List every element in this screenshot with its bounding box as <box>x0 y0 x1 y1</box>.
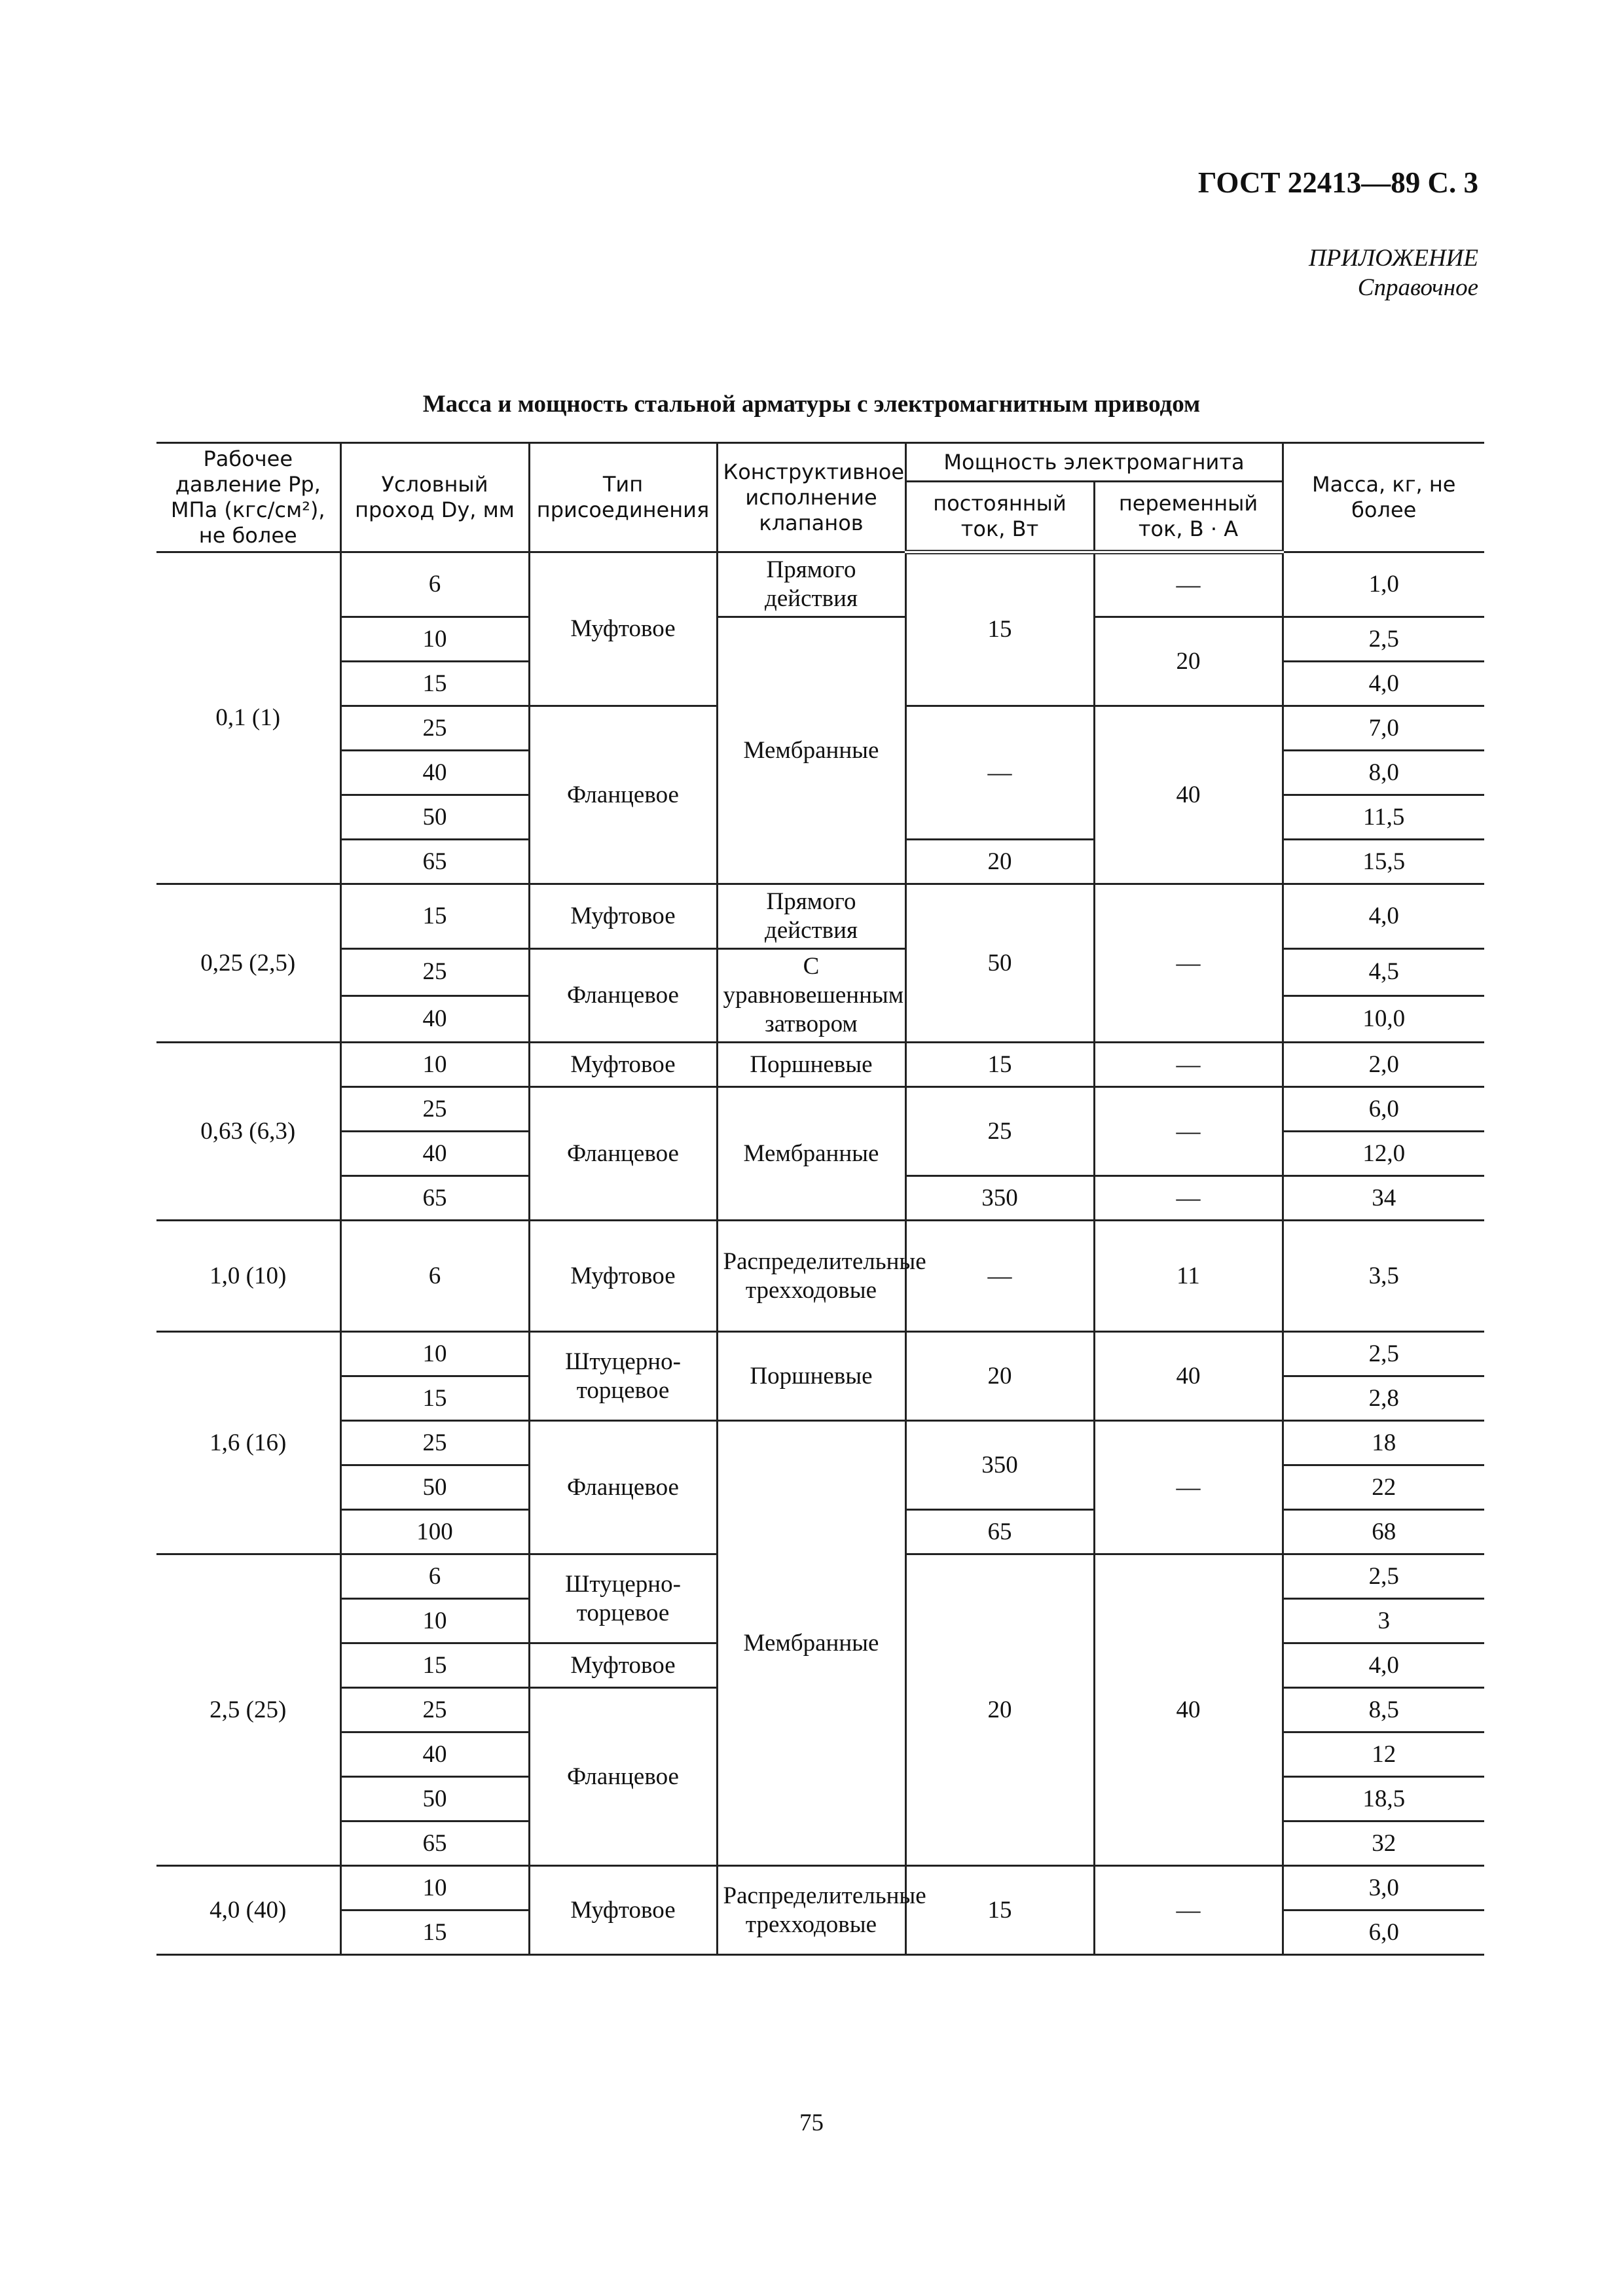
pressure-cell: 1,0 (10) <box>156 1221 340 1332</box>
mass-cell: 34 <box>1283 1176 1484 1221</box>
table-title: Масса и мощность стальной арматуры с электромагнитным приводом <box>422 391 1201 418</box>
ac-power-cell: — <box>1094 1087 1283 1176</box>
connection-cell: Фланцевое <box>529 1087 717 1221</box>
appendix-title: ПРИЛОЖЕНИЕ <box>1309 245 1478 272</box>
mass-cell: 32 <box>1283 1821 1484 1866</box>
mass-cell: 15,5 <box>1283 840 1484 884</box>
mass-cell: 7,0 <box>1283 706 1484 751</box>
header-row <box>156 443 1484 482</box>
design-cell: Мембранные <box>717 1087 905 1221</box>
ac-power-cell: 40 <box>1094 1554 1283 1866</box>
diameter-cell: 40 <box>340 751 529 795</box>
diameter-cell: 15 <box>340 662 529 706</box>
design-cell: Мембранные <box>717 1421 905 1866</box>
ac-power-cell: — <box>1094 552 1283 617</box>
diameter-cell: 100 <box>340 1510 529 1554</box>
pressure-cell: 0,25 (2,5) <box>156 884 340 1043</box>
diameter-cell: 10 <box>340 1043 529 1087</box>
connection-cell: Муфтовое <box>529 1866 717 1955</box>
mass-cell: 2,8 <box>1283 1376 1484 1421</box>
dc-power-cell: 350 <box>905 1421 1094 1510</box>
diameter-cell: 25 <box>340 949 529 996</box>
pressure-cell: 2,5 (25) <box>156 1554 340 1866</box>
mass-cell: 11,5 <box>1283 795 1484 840</box>
mass-cell: 6,0 <box>1283 1910 1484 1955</box>
connection-cell: Муфтовое <box>529 1643 717 1688</box>
diameter-cell: 6 <box>340 552 529 617</box>
ac-power-cell: — <box>1094 1043 1283 1087</box>
ac-power-cell: — <box>1094 884 1283 1043</box>
design-cell: Мембранные <box>717 617 905 884</box>
diameter-cell: 10 <box>340 617 529 662</box>
dc-power-cell: 15 <box>905 1043 1094 1087</box>
design-cell: Поршневые <box>717 1332 905 1421</box>
pressure-cell: 0,1 (1) <box>156 552 340 884</box>
dc-power-cell: 50 <box>905 884 1094 1043</box>
table-row <box>156 1332 1484 1376</box>
mass-cell: 18 <box>1283 1421 1484 1465</box>
diameter-cell: 6 <box>340 1221 529 1332</box>
header-dc: постоянный ток, Вт <box>905 482 1094 552</box>
header-mass: Масса, кг, не более <box>1283 443 1484 552</box>
design-cell: Прямого действия <box>717 552 905 617</box>
page-number: 75 <box>799 2109 824 2136</box>
table-row <box>156 617 1484 662</box>
diameter-cell: 40 <box>340 996 529 1043</box>
diameter-cell: 65 <box>340 840 529 884</box>
connection-cell: Фланцевое <box>529 706 717 884</box>
connection-cell: Муфтовое <box>529 552 717 706</box>
mass-cell: 2,5 <box>1283 1554 1484 1599</box>
diameter-cell: 25 <box>340 1421 529 1465</box>
mass-cell: 4,0 <box>1283 1643 1484 1688</box>
table-row <box>156 1866 1484 1910</box>
diameter-cell: 50 <box>340 1777 529 1821</box>
dc-power-cell: 350 <box>905 1176 1094 1221</box>
header-ac: переменный ток, В · А <box>1094 482 1283 552</box>
dc-power-cell: 65 <box>905 1510 1094 1554</box>
mass-cell: 2,5 <box>1283 617 1484 662</box>
header-pressure: Рабочее давление Pр, МПа (кгс/см²), не более <box>156 443 340 552</box>
dc-power-cell: — <box>905 706 1094 840</box>
diameter-cell: 15 <box>340 1910 529 1955</box>
table-row <box>156 1421 1484 1465</box>
connection-cell: Штуцерно-торцевое <box>529 1554 717 1643</box>
mass-cell: 4,5 <box>1283 949 1484 996</box>
design-cell: Распределительные трехходовые <box>717 1221 905 1332</box>
ac-power-cell: 20 <box>1094 617 1283 706</box>
design-cell: Прямого действия <box>717 884 905 949</box>
mass-cell: 1,0 <box>1283 552 1484 617</box>
pressure-cell: 1,6 (16) <box>156 1332 340 1554</box>
mass-cell: 12 <box>1283 1732 1484 1777</box>
appendix-kind: Справочное <box>1357 274 1478 301</box>
diameter-cell: 15 <box>340 1643 529 1688</box>
design-cell: Распределительные трехходовые <box>717 1866 905 1955</box>
mass-cell: 6,0 <box>1283 1087 1484 1132</box>
specs-table <box>156 442 1484 1956</box>
connection-cell: Штуцерно-торцевое <box>529 1332 717 1421</box>
diameter-cell: 10 <box>340 1332 529 1376</box>
diameter-cell: 50 <box>340 795 529 840</box>
dc-power-cell: 20 <box>905 840 1094 884</box>
mass-cell: 8,5 <box>1283 1688 1484 1732</box>
connection-cell: Фланцевое <box>529 1688 717 1866</box>
connection-cell: Фланцевое <box>529 949 717 1043</box>
mass-cell: 12,0 <box>1283 1132 1484 1176</box>
diameter-cell: 65 <box>340 1176 529 1221</box>
dc-power-cell: 20 <box>905 1332 1094 1421</box>
ac-power-cell: 40 <box>1094 706 1283 884</box>
table-row <box>156 1221 1484 1332</box>
diameter-cell: 50 <box>340 1465 529 1510</box>
design-cell: Поршневые <box>717 1043 905 1087</box>
diameter-cell: 25 <box>340 706 529 751</box>
dc-power-cell: 20 <box>905 1554 1094 1866</box>
ac-power-cell: 40 <box>1094 1332 1283 1421</box>
header-design: Конструктивное исполнение клапанов <box>717 443 905 552</box>
header-connection: Тип присоединения <box>529 443 717 552</box>
mass-cell: 4,0 <box>1283 662 1484 706</box>
diameter-cell: 6 <box>340 1554 529 1599</box>
diameter-cell: 65 <box>340 1821 529 1866</box>
gost-label: ГОСТ 22413—89 С. 3 <box>1197 166 1478 199</box>
header-diameter: Условный проход Dу, мм <box>340 443 529 552</box>
appendix-label <box>1309 243 1478 302</box>
mass-cell: 22 <box>1283 1465 1484 1510</box>
ac-power-cell: — <box>1094 1866 1283 1955</box>
table-row <box>156 884 1484 949</box>
design-cell: С уравновешенным затвором <box>717 949 905 1043</box>
header-power: Мощность электромагнита <box>905 443 1283 482</box>
connection-cell: Муфтовое <box>529 1043 717 1087</box>
table-row <box>156 1087 1484 1132</box>
mass-cell: 68 <box>1283 1510 1484 1554</box>
mass-cell: 18,5 <box>1283 1777 1484 1821</box>
diameter-cell: 25 <box>340 1087 529 1132</box>
dc-power-cell: 15 <box>905 552 1094 706</box>
mass-cell: 10,0 <box>1283 996 1484 1043</box>
dc-power-cell: — <box>905 1221 1094 1332</box>
diameter-cell: 10 <box>340 1866 529 1910</box>
diameter-cell: 15 <box>340 884 529 949</box>
connection-cell: Фланцевое <box>529 1421 717 1554</box>
dc-power-cell: 15 <box>905 1866 1094 1955</box>
ac-power-cell: — <box>1094 1421 1283 1554</box>
pressure-cell: 0,63 (6,3) <box>156 1043 340 1221</box>
connection-cell: Муфтовое <box>529 884 717 949</box>
mass-cell: 4,0 <box>1283 884 1484 949</box>
ac-power-cell: 11 <box>1094 1221 1283 1332</box>
pressure-cell: 4,0 (40) <box>156 1866 340 1955</box>
mass-cell: 8,0 <box>1283 751 1484 795</box>
mass-cell: 3,5 <box>1283 1221 1484 1332</box>
table-row <box>156 949 1484 996</box>
mass-cell: 3,0 <box>1283 1866 1484 1910</box>
mass-cell: 2,5 <box>1283 1332 1484 1376</box>
mass-cell: 2,0 <box>1283 1043 1484 1087</box>
diameter-cell: 40 <box>340 1132 529 1176</box>
diameter-cell: 25 <box>340 1688 529 1732</box>
connection-cell: Муфтовое <box>529 1221 717 1332</box>
diameter-cell: 10 <box>340 1599 529 1643</box>
mass-cell: 3 <box>1283 1599 1484 1643</box>
diameter-cell: 15 <box>340 1376 529 1421</box>
diameter-cell: 40 <box>340 1732 529 1777</box>
dc-power-cell: 25 <box>905 1087 1094 1176</box>
table-row <box>156 1043 1484 1087</box>
ac-power-cell: — <box>1094 1176 1283 1221</box>
table-row <box>156 552 1484 617</box>
